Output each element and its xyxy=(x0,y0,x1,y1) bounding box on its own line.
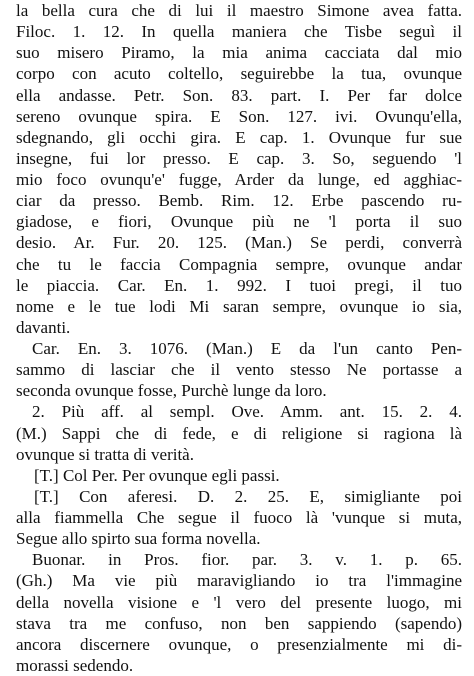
text-line: sammo di lasciar che il vento stesso Ne portasse a xyxy=(16,360,462,380)
text-line: (Gh.) Ma vie più maravigliando io tra l'immagine xyxy=(16,571,462,591)
text-line: [T.] Con aferesi. D. 2. 25. E, simigliante poi xyxy=(34,486,462,506)
text-line: nome e le tue lodi Mi saran sempre, ovunque io sia, xyxy=(16,296,462,316)
text-line: mio foco ovunqu'e' fugge, Arder da lunge, ed agghiac- xyxy=(16,170,462,189)
text-line: morassi sedendo. xyxy=(16,655,134,675)
text-line: sdegnando, gli occhi gira. E cap. 1. Ovunque fur sue xyxy=(16,127,462,147)
text-line: alla fiammella Che segue il fuoco là 'vunque si muta, xyxy=(16,508,462,527)
text-line: Car. En. 3. 1076. (Man.) E da l'un canto Pen- xyxy=(32,339,462,358)
text-line: (M.) Sappi che di fede, e di religione si ragiona là xyxy=(16,423,462,443)
text-line: la bella cura che di lui il maestro Simone avea fatta. xyxy=(16,1,462,20)
text-line: giadose, e fiori, Ovunque più ne 'l porta il suo xyxy=(16,212,462,232)
text-line: Buonar. in Pros. fior. par. 3. v. 1. p. 65. xyxy=(32,550,462,570)
text-line: Filoc. 1. 12. In quella maniera che Tisbe seguì il xyxy=(16,22,462,42)
text-line: sereno ovunque spira. E Son. 127. ivi. Ovunqu'ella, xyxy=(16,106,462,126)
text-line: ancora discernere ovunque, o presenzialmente mi di- xyxy=(16,634,462,654)
text-line: davanti. xyxy=(16,317,71,337)
text-line: Segue allo spirto sua forma novella. xyxy=(16,529,261,549)
text-line: suo misero Piramo, la mia anima cacciata dal mio xyxy=(16,43,462,63)
text-line: le piaccia. Car. En. 1. 992. I tuoi pregi, il tuo xyxy=(16,275,462,295)
text-line: corpo con acuto coltello, seguirebbe la tua, ovunque xyxy=(16,64,462,84)
text-line: ovunque si tratta di verità. xyxy=(16,444,194,464)
text-line: 2. Più aff. al sempl. Ove. Amm. ant. 15. 2. 4. xyxy=(32,402,462,422)
text-line: della novella visione e 'l vero del presente luogo, mi xyxy=(16,592,462,612)
text-line: stava tra me confuso, non ben sappiendo (sapendo) xyxy=(16,613,462,633)
text-line: [T.] Col Per. Per ovunque egli passi. xyxy=(34,465,280,485)
text-line: ella andasse. Petr. Son. 83. part. I. Per far dolce xyxy=(16,85,462,105)
text-line: desio. Ar. Fur. 20. 125. (Man.) Se perdi, converrà xyxy=(16,233,462,253)
text-line: ciar da presso. Bemb. Rim. 12. Erbe pascendo ru- xyxy=(16,191,462,211)
text-line: insegne, fui lor presso. E cap. 3. So, seguendo 'l xyxy=(16,148,462,168)
text-line: seconda ovunque fosse, Purchè lunge da loro. xyxy=(16,381,327,401)
text-line: che tu le faccia Compagnia sempre, ovunque andar xyxy=(16,254,462,274)
